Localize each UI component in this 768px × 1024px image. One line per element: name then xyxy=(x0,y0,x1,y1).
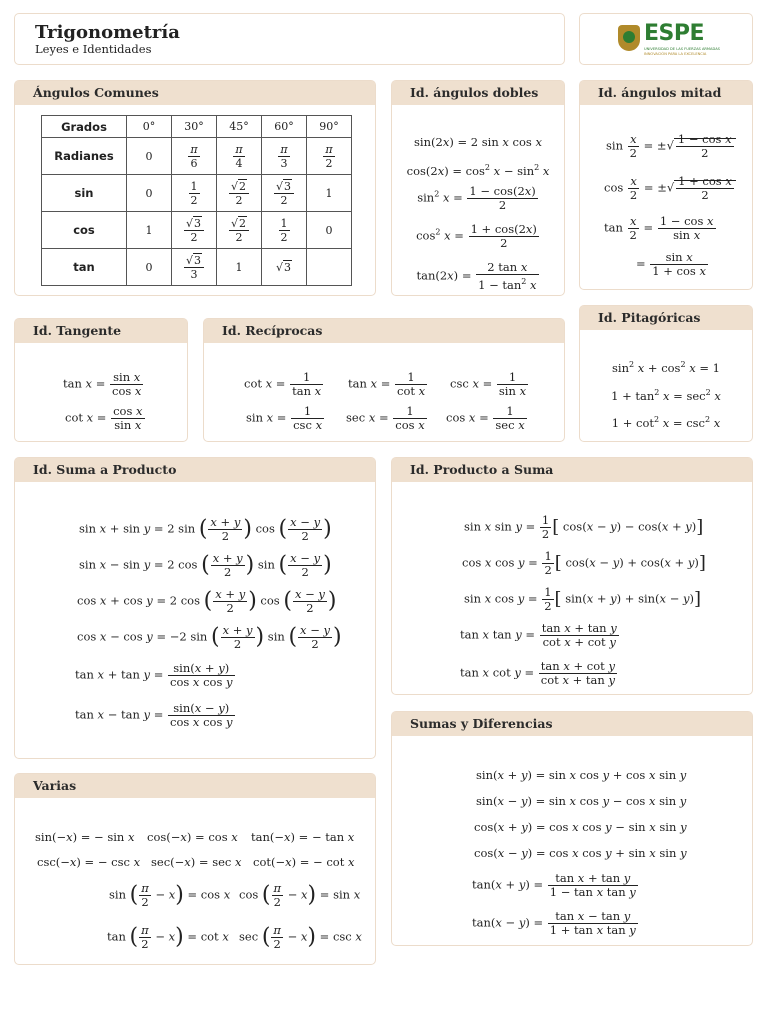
cos-0: 1 xyxy=(127,212,172,249)
reciprocas-card xyxy=(203,318,565,442)
formula-cos-diff: cos(x − y) = cos x cos y + sin x sin y xyxy=(474,846,687,860)
logo-line2: INNOVACIÓN PARA LA EXCELENCIA xyxy=(644,52,707,56)
pitagoricas-card xyxy=(579,305,753,442)
varias-heading: Varias xyxy=(15,774,375,798)
deg-90: 90° xyxy=(307,116,352,138)
rad-90: $\frac{\pi}{2}$ xyxy=(307,138,352,175)
row-label-cos: cos xyxy=(42,212,127,249)
pitagoricas-heading: Id. Pitagóricas xyxy=(580,306,752,330)
mitad-heading: Id. ángulos mitad xyxy=(580,81,752,105)
sin-0: 0 xyxy=(127,175,172,212)
formula-odd-tan: tan(−x) = − tan x xyxy=(251,830,355,844)
formula-sin-diff: sin(x − y) = sin x cos y − cos x sin y xyxy=(476,794,687,808)
mitad-card xyxy=(579,80,753,290)
formula-cos-cos: cos x cos y = $\frac{1}{2}$ [ cos(x − y) + cos(x + y)] xyxy=(462,549,706,577)
formula-cofunc-tan: tan ( $\frac{\pi}{2}$ − x) = cot x xyxy=(107,923,229,951)
formula-tan-def: tan x = $\frac{\text{sin x}}{\text{cos x}}$ xyxy=(63,370,142,398)
deg-45: 45° xyxy=(217,116,262,138)
formula-cot-def: cot x = $\frac{\text{cos x}}{\text{sin x}}$ xyxy=(65,404,143,432)
rad-45: $\frac{\pi}{4}$ xyxy=(217,138,262,175)
sumas-diferencias-card xyxy=(391,711,753,946)
row-label-grados: Grados xyxy=(42,116,127,138)
formula-cofunc-sec: sec ( $\frac{\pi}{2}$ − x) = csc x xyxy=(239,923,362,951)
row-label-sin: sin xyxy=(42,175,127,212)
formula-csc-recip: csc x = $\frac{1}{\text{sin x}}$ xyxy=(450,370,527,398)
formula-cos-recip: cos x = $\frac{1}{\text{sec x}}$ xyxy=(446,404,525,432)
tan-0: 0 xyxy=(127,249,172,286)
formula-cofunc-sin: sin ( $\frac{\pi}{2}$ − x) = cos x xyxy=(109,881,231,909)
formula-cosx-minus-cosy: cos x − cos y = −2 sin ( $\frac{x + y}{2}$ ) sin ( $\frac{x - y}{2}$ ) xyxy=(77,623,342,651)
formula-even-sec: sec(−x) = sec x xyxy=(151,855,242,869)
sin-60: $\frac{√3}{2}$ xyxy=(262,175,307,212)
cos-90: 0 xyxy=(307,212,352,249)
tan-30: $\frac{√3}{3}$ xyxy=(172,249,217,286)
formula-tan-diff: tan(x − y) = $\frac{\text{tan x − tan y}}{\text{1 + tan x tan y}}$ xyxy=(472,909,636,937)
formula-tan-half-alt: = $\frac{\text{sin x}}{\text{1 + cos x}}$ xyxy=(636,250,706,278)
formula-cos-sum: cos(x + y) = cos x cos y − sin x sin y xyxy=(474,820,687,834)
sin-90: 1 xyxy=(307,175,352,212)
varias-card xyxy=(14,773,376,965)
dobles-heading: Id. ángulos dobles xyxy=(392,81,564,105)
formula-sinx-minus-siny: sin x − sin y = 2 cos ( $\frac{x + y}{2}$ ) sin ( $\frac{x - y}{2}$ ) xyxy=(79,551,332,579)
formula-tan-recip: tan x = $\frac{1}{\text{cot x}}$ xyxy=(348,370,426,398)
deg-30: 30° xyxy=(172,116,217,138)
row-label-tan: tan xyxy=(42,249,127,286)
logo-brand: ESPE xyxy=(644,21,705,46)
table-row-sin xyxy=(42,175,352,212)
page-subtitle: Leyes e Identidades xyxy=(35,42,152,56)
tangente-card xyxy=(14,318,188,442)
formula-sin2x: sin(2x) = 2 sin x cos x xyxy=(414,135,542,149)
formula-tanx-minus-tany: tan x − tan y = $\frac{\sin(x - y)}{\text{cos x cos y}}$ xyxy=(75,701,233,729)
formula-sin-half: sin $\frac{x}{2}$ = ±√ $\frac{\text{1 − cos x}}{2}$ xyxy=(606,133,736,160)
formula-sinx-plus-siny: sin x + sin y = 2 sin ( $\frac{x + y}{2}$ ) cos ( $\frac{x - y}{2}$ ) xyxy=(79,515,332,543)
formula-even-cos: cos(−x) = cos x xyxy=(147,830,238,844)
formula-cos2-x: $\cos^2 x$ = $\frac{1 + \cos(2x)}{2}$ xyxy=(416,222,537,250)
sumas-diferencias-heading: Sumas y Diferencias xyxy=(392,712,752,736)
formula-tan-tan: tan x tan y = $\frac{\text{tan x + tan y}}{\text{cot x + cot y}}$ xyxy=(460,621,617,649)
table-row-degrees xyxy=(42,116,352,138)
angulos-heading: Ángulos Comunes xyxy=(15,81,375,105)
tan-45: 1 xyxy=(217,249,262,286)
table-row-cos xyxy=(42,212,352,249)
angulos-body xyxy=(15,105,375,295)
formula-tan2x: tan(2x) = $\frac{\text{2 tan x}}{1 - \tan^2 x}$ xyxy=(416,260,537,292)
formula-pyth-1: $\sin^2 x + \cos^2 x = 1$ xyxy=(612,360,720,375)
formula-sin-sum: sin(x + y) = sin x cos y + cos x sin y xyxy=(476,768,687,782)
table-row-tan xyxy=(42,249,352,286)
formula-sin-recip: sin x = $\frac{1}{\text{csc x}}$ xyxy=(246,404,323,432)
cos-45: $\frac{√2}{2}$ xyxy=(217,212,262,249)
formula-sec-recip: sec x = $\frac{1}{\text{cos x}}$ xyxy=(346,404,425,432)
formula-tan-half: tan $\frac{x}{2}$ = $\frac{\text{1 − cos x}}{\text{sin x}}$ xyxy=(604,214,714,242)
suma-producto-heading: Id. Suma a Producto xyxy=(15,458,375,482)
table-row-radians xyxy=(42,138,352,175)
formula-pyth-3: $1 + \cot^2 x = \csc^2 x$ xyxy=(611,415,721,430)
tan-90 xyxy=(307,249,352,286)
angulos-card xyxy=(14,80,376,296)
formula-tan-sum: tan(x + y) = $\frac{\text{tan x + tan y}}{\text{1 − tan x tan y}}$ xyxy=(472,871,636,899)
formula-sin-sin: sin x sin y = $\frac{1}{2}$ [ cos(x − y) − cos(x + y)] xyxy=(464,513,704,541)
deg-0: 0° xyxy=(127,116,172,138)
reciprocas-heading: Id. Recíprocas xyxy=(204,319,564,343)
formula-odd-cot: cot(−x) = − cot x xyxy=(253,855,355,869)
formula-tan-cot: tan x cot y = $\frac{\text{tan x + cot y}}{\text{cot x + tan y}}$ xyxy=(460,659,615,687)
sin-45: $\frac{√2}{2}$ xyxy=(217,175,262,212)
rad-60: $\frac{\pi}{3}$ xyxy=(262,138,307,175)
formula-cofunc-cos: cos ( $\frac{\pi}{2}$ − x) = sin x xyxy=(239,881,361,909)
producto-suma-heading: Id. Producto a Suma xyxy=(392,458,752,482)
logo-seal-icon xyxy=(618,25,640,51)
rad-0: 0 xyxy=(127,138,172,175)
angles-table xyxy=(41,115,352,286)
title-card xyxy=(14,13,565,65)
sin-30: $\frac{1}{2}$ xyxy=(172,175,217,212)
formula-sin-cos: sin x cos y = $\frac{1}{2}$ [ sin(x + y) + sin(x − y)] xyxy=(464,585,702,613)
formula-cosx-plus-cosy: cos x + cos y = 2 cos ( $\frac{x + y}{2}$ ) cos ( $\frac{x - y}{2}$ ) xyxy=(77,587,337,615)
formula-cot-recip: cot x = $\frac{1}{\text{tan x}}$ xyxy=(244,370,322,398)
tan-60: √3 xyxy=(262,249,307,286)
formula-odd-sin: sin(−x) = − sin x xyxy=(35,830,135,844)
deg-60: 60° xyxy=(262,116,307,138)
formula-pyth-2: $1 + \tan^2 x = \sec^2 x$ xyxy=(611,388,721,403)
cos-60: $\frac{1}{2}$ xyxy=(262,212,307,249)
producto-suma-card xyxy=(391,457,753,695)
formula-cos-half: cos $\frac{x}{2}$ = ±√ $\frac{\text{1 + cos x}}{2}$ xyxy=(604,175,736,202)
logo-line1: UNIVERSIDAD DE LAS FUERZAS ARMADAS xyxy=(644,47,720,51)
formula-tanx-plus-tany: tan x + tan y = $\frac{\sin(x + y)}{\text{cos x cos y}}$ xyxy=(75,661,233,689)
page-title: Trigonometría xyxy=(35,22,180,43)
formula-cos2x: $\cos(2x) = \cos^2 x - \sin^2 x$ xyxy=(406,163,550,178)
tangente-heading: Id. Tangente xyxy=(15,319,187,343)
formula-odd-csc: csc(−x) = − csc x xyxy=(37,855,141,869)
formula-sin2-x: $\sin^2 x$ = $\frac{1 - \cos(2x)}{2}$ xyxy=(417,184,536,212)
suma-producto-card xyxy=(14,457,376,759)
rad-30: $\frac{\pi}{6}$ xyxy=(172,138,217,175)
logo-card xyxy=(579,13,753,65)
dobles-card xyxy=(391,80,565,296)
row-label-radianes: Radianes xyxy=(42,138,127,175)
cos-30: $\frac{√3}{2}$ xyxy=(172,212,217,249)
